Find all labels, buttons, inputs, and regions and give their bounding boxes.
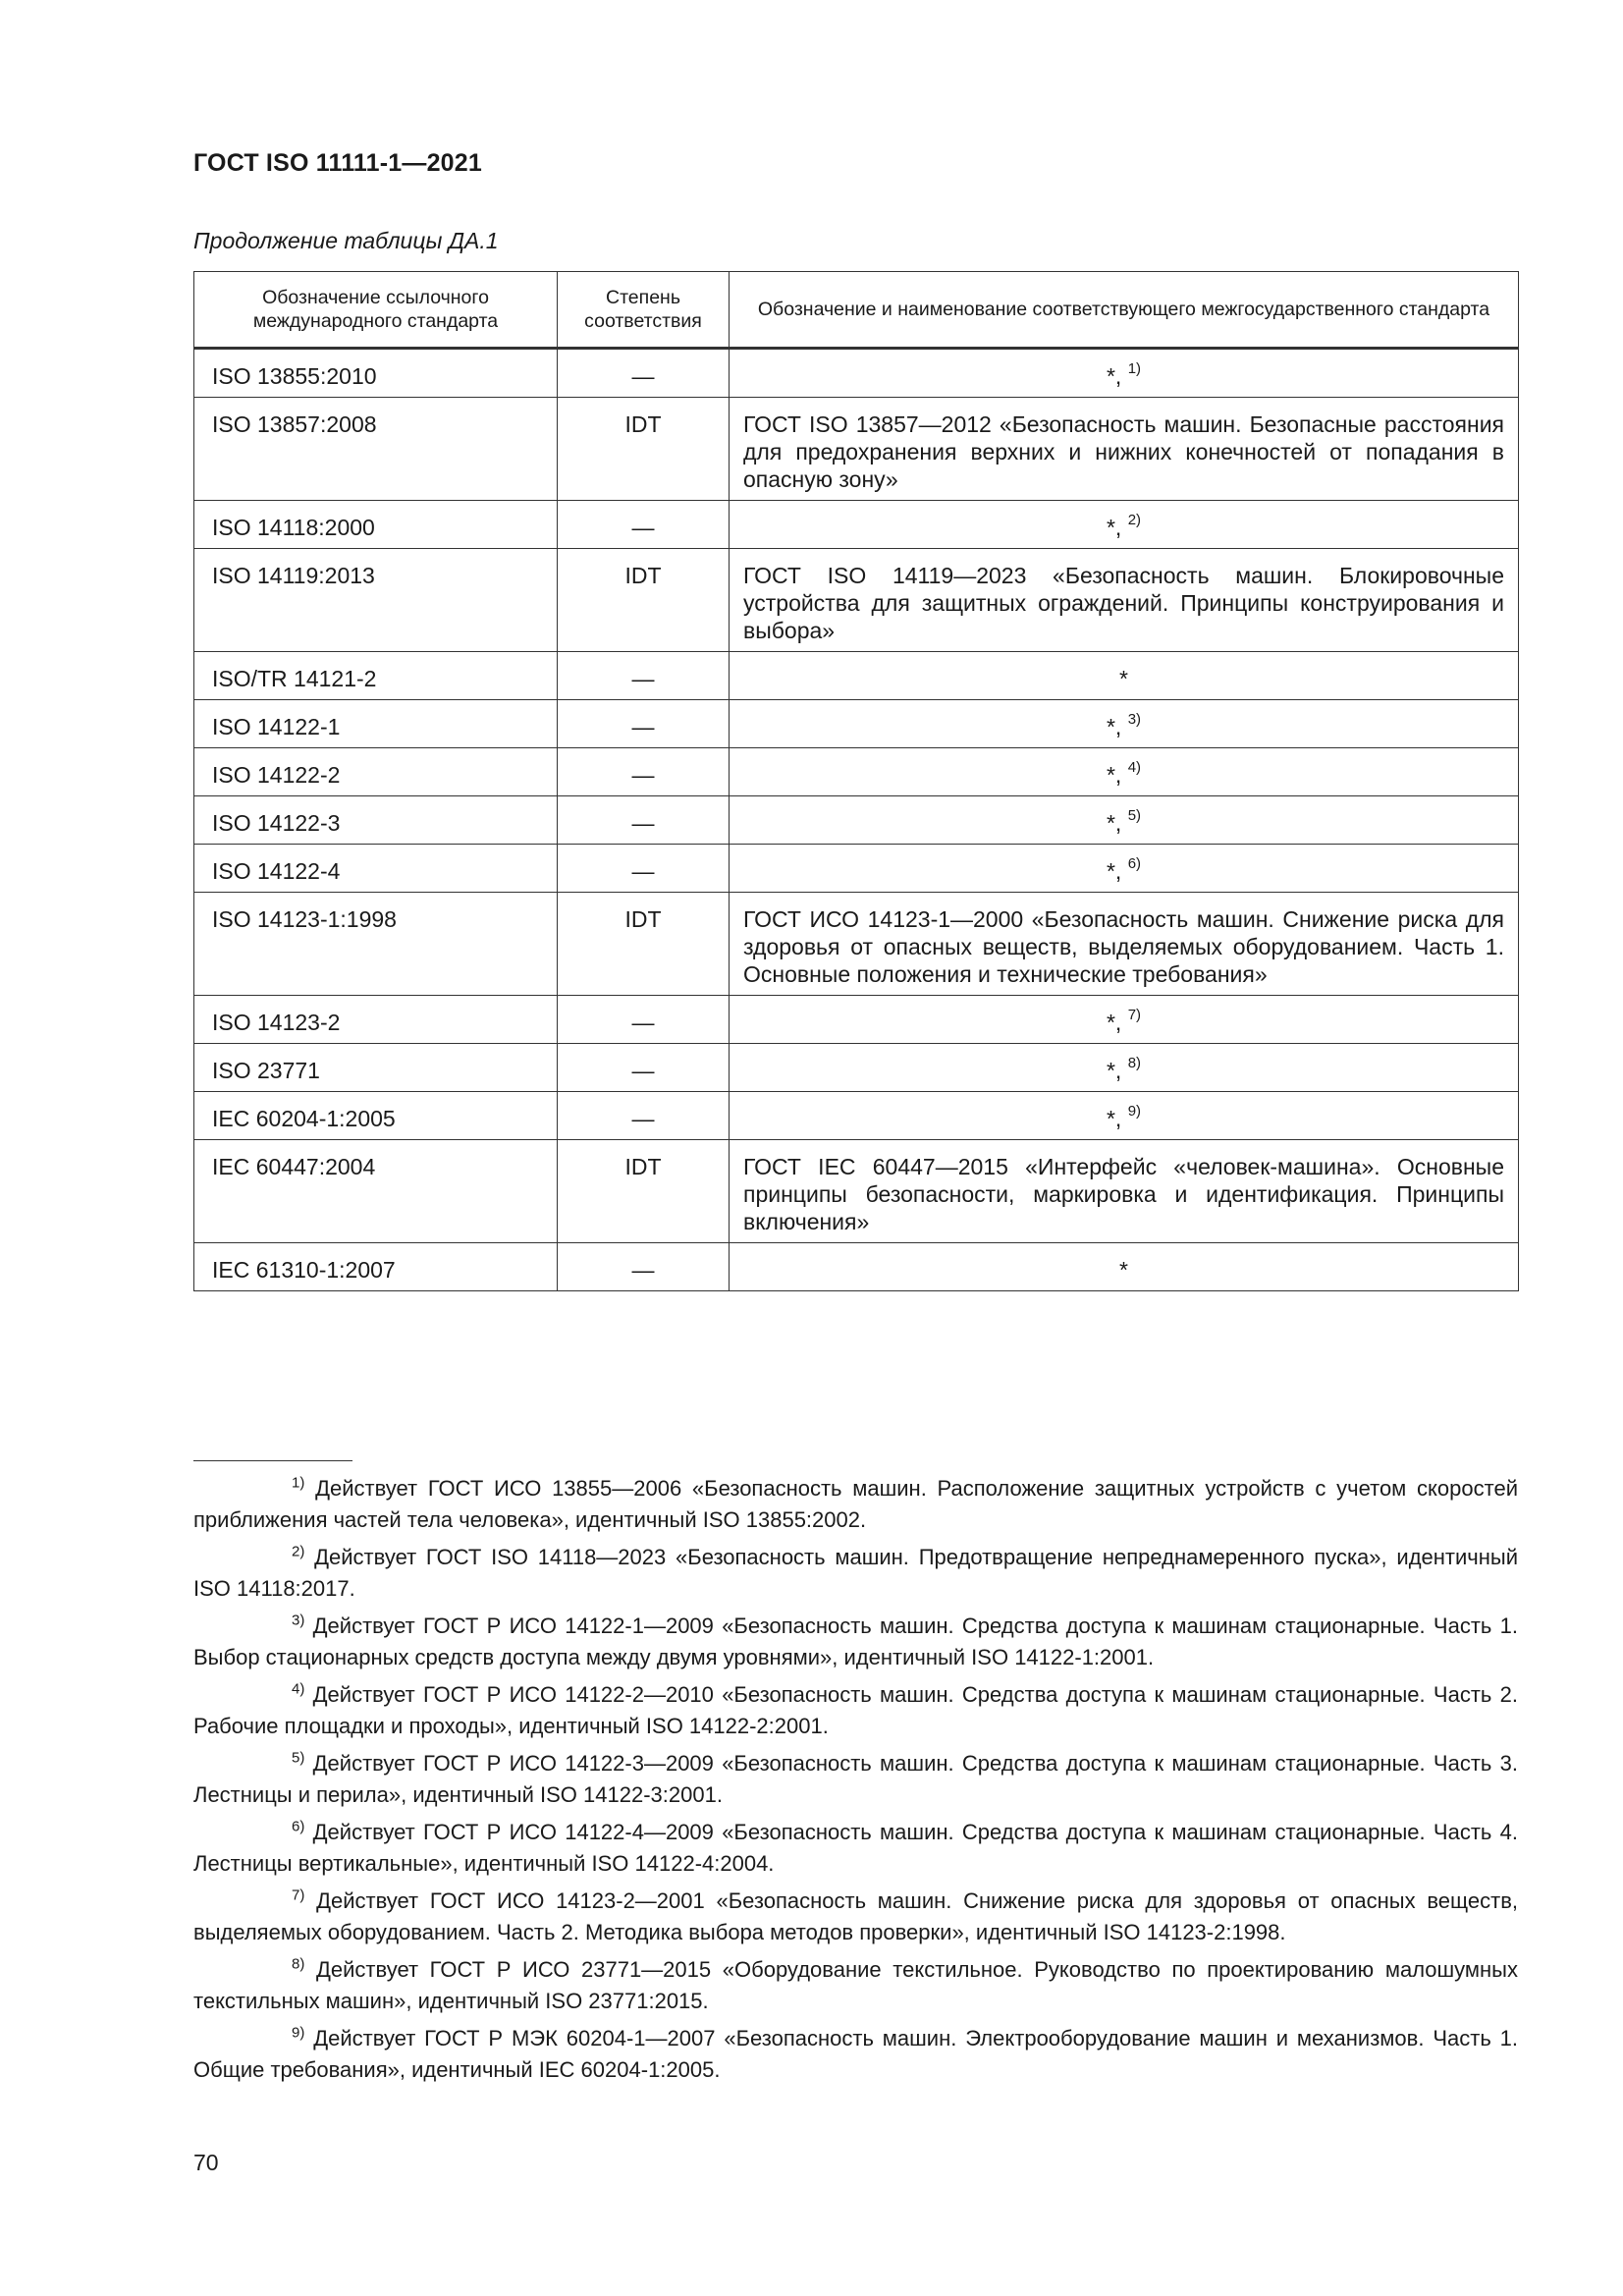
- footnote-reference: 8): [1127, 1055, 1142, 1072]
- cell-reference-standard: ISO 13857:2008: [194, 398, 558, 501]
- footnote-mark: 4): [292, 1680, 305, 1698]
- footnote: [193, 1611, 1518, 1673]
- cell-degree: IDT: [558, 549, 730, 652]
- cell-interstate-standard: [730, 349, 1519, 398]
- cell-reference-standard: ISO 14123-1:1998: [194, 893, 558, 996]
- footnote: [193, 1679, 1518, 1742]
- footnote-reference: 3): [1127, 711, 1142, 729]
- cell-degree: —: [558, 845, 730, 893]
- footnote-text: Действует ГОСТ ИСО 14123-2—2001 «Безопасность машин. Снижение риска для здоровья от опасных веществ, выделяемых оборудованием. Часть 2. Методика выбора методов проверки», идентичный ISO 14123-2:1998.: [193, 1888, 1518, 1944]
- footnote-text: Действует ГОСТ Р ИСО 14122-2—2010 «Безопасность машин. Средства доступа к машинам стационарные. Часть 2. Рабочие площадки и проходы», идентичный ISO 14122-2:2001.: [193, 1682, 1518, 1738]
- footnote-mark: 3): [292, 1612, 305, 1629]
- footnote: [193, 2023, 1518, 2086]
- cell-reference-standard: ISO 23771: [194, 1044, 558, 1092]
- cell-degree: IDT: [558, 893, 730, 996]
- cell-degree: IDT: [558, 398, 730, 501]
- footnote-mark: 8): [292, 1955, 305, 1973]
- cell-interstate-standard: [730, 549, 1519, 652]
- cell-reference-standard: IEC 60447:2004: [194, 1140, 558, 1243]
- column-header-reference-standard: Обозначение ссылочного международного стандарта: [194, 272, 558, 349]
- footnote: [193, 1817, 1518, 1880]
- footnote: [193, 1542, 1518, 1605]
- footnote-reference: 7): [1127, 1007, 1142, 1024]
- cell-interstate-standard: [730, 893, 1519, 996]
- footnote-reference: 4): [1127, 759, 1142, 777]
- table-row: [194, 700, 1519, 748]
- cell-interstate-standard: [730, 501, 1519, 549]
- cell-interstate-standard: [730, 1044, 1519, 1092]
- column-header-interstate-standard: Обозначение и наименование соответствующего межгосударственного стандарта: [730, 272, 1519, 349]
- table-row: [194, 652, 1519, 700]
- footnote-text: Действует ГОСТ Р ИСО 14122-3—2009 «Безопасность машин. Средства доступа к машинам стационарные. Часть 3. Лестницы и перила», идентичный ISO 14122-3:2001.: [193, 1751, 1518, 1807]
- table-row: [194, 996, 1519, 1044]
- footnote: [193, 1886, 1518, 1948]
- cell-degree: —: [558, 700, 730, 748]
- table-row: [194, 845, 1519, 893]
- interstate-standard-text: *,: [1106, 714, 1122, 739]
- interstate-standard-text: *,: [1106, 515, 1122, 540]
- cell-reference-standard: IEC 61310-1:2007: [194, 1243, 558, 1291]
- table-row: [194, 893, 1519, 996]
- table-row: [194, 1092, 1519, 1140]
- cell-degree: —: [558, 1092, 730, 1140]
- cell-reference-standard: ISO 14123-2: [194, 996, 558, 1044]
- cell-reference-standard: IEC 60204-1:2005: [194, 1092, 558, 1140]
- cell-degree: —: [558, 748, 730, 796]
- cell-reference-standard: ISO 13855:2010: [194, 349, 558, 398]
- table-row: [194, 398, 1519, 501]
- footnote-mark: 5): [292, 1749, 305, 1767]
- cell-interstate-standard: [730, 796, 1519, 845]
- cell-reference-standard: ISO/TR 14121-2: [194, 652, 558, 700]
- footnote-mark: 9): [292, 2024, 305, 2042]
- table-row: [194, 1140, 1519, 1243]
- interstate-standard-text: *,: [1106, 363, 1122, 389]
- cell-reference-standard: ISO 14122-3: [194, 796, 558, 845]
- footnote-mark: 6): [292, 1818, 305, 1835]
- footnote-separator: [193, 1460, 352, 1461]
- cell-reference-standard: ISO 14122-1: [194, 700, 558, 748]
- interstate-standard-text: *,: [1106, 1010, 1122, 1035]
- cell-degree: —: [558, 1044, 730, 1092]
- footnote-text: Действует ГОСТ Р ИСО 14122-4—2009 «Безопасность машин. Средства доступа к машинам стационарные. Часть 4. Лестницы вертикальные», идентичный ISO 14122-4:2004.: [193, 1820, 1518, 1876]
- interstate-standard-text: *: [1119, 666, 1128, 691]
- interstate-standard-text: *: [1119, 1257, 1128, 1283]
- standards-correspondence-table: [193, 271, 1519, 1291]
- footnote-reference: 5): [1127, 807, 1142, 825]
- cell-reference-standard: ISO 14122-4: [194, 845, 558, 893]
- cell-degree: —: [558, 1243, 730, 1291]
- footnote-mark: 1): [292, 1474, 305, 1492]
- footnote-text: Действует ГОСТ Р ИСО 23771—2015 «Оборудование текстильное. Руководство по проектированию малошумных текстильных машин», идентичный ISO 23771:2015.: [193, 1957, 1518, 2013]
- interstate-standard-text: ГОСТ ISO 13857—2012 «Безопасность машин. Безопасные расстояния для предохранения верхних и нижних конечностей от попадания в опасную зону»: [743, 411, 1504, 492]
- cell-interstate-standard: [730, 996, 1519, 1044]
- footnote-reference: 6): [1127, 855, 1142, 873]
- footnote-mark: 7): [292, 1886, 305, 1904]
- cell-interstate-standard: [730, 398, 1519, 501]
- table-row: [194, 349, 1519, 398]
- cell-interstate-standard: [730, 700, 1519, 748]
- cell-reference-standard: ISO 14118:2000: [194, 501, 558, 549]
- table-body: [194, 349, 1519, 1291]
- table-row: [194, 796, 1519, 845]
- table-row: [194, 1044, 1519, 1092]
- cell-interstate-standard: [730, 845, 1519, 893]
- interstate-standard-text: ГОСТ ИСО 14123-1—2000 «Безопасность машин. Снижение риска для здоровья от опасных веществ, выделяемых оборудованием. Часть 1. Основные положения и технические требования»: [743, 906, 1504, 987]
- interstate-standard-text: *,: [1106, 810, 1122, 836]
- interstate-standard-text: ГОСТ IEC 60447—2015 «Интерфейс «человек-машина». Основные принципы безопасности, маркировка и идентификация. Принципы включения»: [743, 1154, 1504, 1234]
- cell-degree: —: [558, 501, 730, 549]
- cell-degree: —: [558, 652, 730, 700]
- cell-interstate-standard: [730, 748, 1519, 796]
- cell-interstate-standard: [730, 652, 1519, 700]
- interstate-standard-text: *,: [1106, 1058, 1122, 1083]
- cell-degree: IDT: [558, 1140, 730, 1243]
- page-number: 70: [193, 2150, 219, 2175]
- interstate-standard-text: *,: [1106, 762, 1122, 788]
- cell-interstate-standard: [730, 1243, 1519, 1291]
- footnotes-section: [193, 1473, 1518, 2092]
- table-row: [194, 748, 1519, 796]
- cell-reference-standard: ISO 14119:2013: [194, 549, 558, 652]
- footnote: [193, 1954, 1518, 2017]
- footnote-text: Действует ГОСТ ISO 14118—2023 «Безопасность машин. Предотвращение непреднамеренного пуска», идентичный ISO 14118:2017.: [193, 1545, 1518, 1601]
- footnote: [193, 1748, 1518, 1811]
- cell-degree: —: [558, 996, 730, 1044]
- table-header-row: [194, 272, 1519, 349]
- footnote-text: Действует ГОСТ ИСО 13855—2006 «Безопасность машин. Расположение защитных устройств с учетом скоростей приближения частей тела человека», идентичный ISO 13855:2002.: [193, 1476, 1518, 1532]
- footnote-text: Действует ГОСТ Р ИСО 14122-1—2009 «Безопасность машин. Средства доступа к машинам стационарные. Часть 1. Выбор стационарных средств доступа между двумя уровнями», идентичный ISO 14122-1:2001.: [193, 1613, 1518, 1669]
- footnote-mark: 2): [292, 1543, 305, 1560]
- interstate-standard-text: ГОСТ ISO 14119—2023 «Безопасность машин. Блокировочные устройства для защитных ограждений. Принципы конструирования и выбора»: [743, 563, 1504, 643]
- cell-interstate-standard: [730, 1092, 1519, 1140]
- cell-degree: —: [558, 349, 730, 398]
- table-row: [194, 549, 1519, 652]
- cell-interstate-standard: [730, 1140, 1519, 1243]
- footnote-reference: 1): [1127, 360, 1142, 378]
- interstate-standard-text: *,: [1106, 858, 1122, 884]
- footnote: [193, 1473, 1518, 1536]
- table-caption: Продолжение таблицы ДА.1: [193, 228, 499, 253]
- table-row: [194, 501, 1519, 549]
- cell-reference-standard: ISO 14122-2: [194, 748, 558, 796]
- table-row: [194, 1243, 1519, 1291]
- column-header-degree: Степень соответствия: [558, 272, 730, 349]
- footnote-text: Действует ГОСТ Р МЭК 60204-1—2007 «Безопасность машин. Электрооборудование машин и механизмов. Часть 1. Общие требования», идентичный IEC 60204-1:2005.: [193, 2026, 1519, 2082]
- footnote-reference: 9): [1127, 1103, 1142, 1121]
- cell-degree: —: [558, 796, 730, 845]
- interstate-standard-text: *,: [1106, 1106, 1122, 1131]
- document-identifier: ГОСТ ISO 11111-1—2021: [193, 149, 482, 177]
- footnote-reference: 2): [1127, 512, 1142, 529]
